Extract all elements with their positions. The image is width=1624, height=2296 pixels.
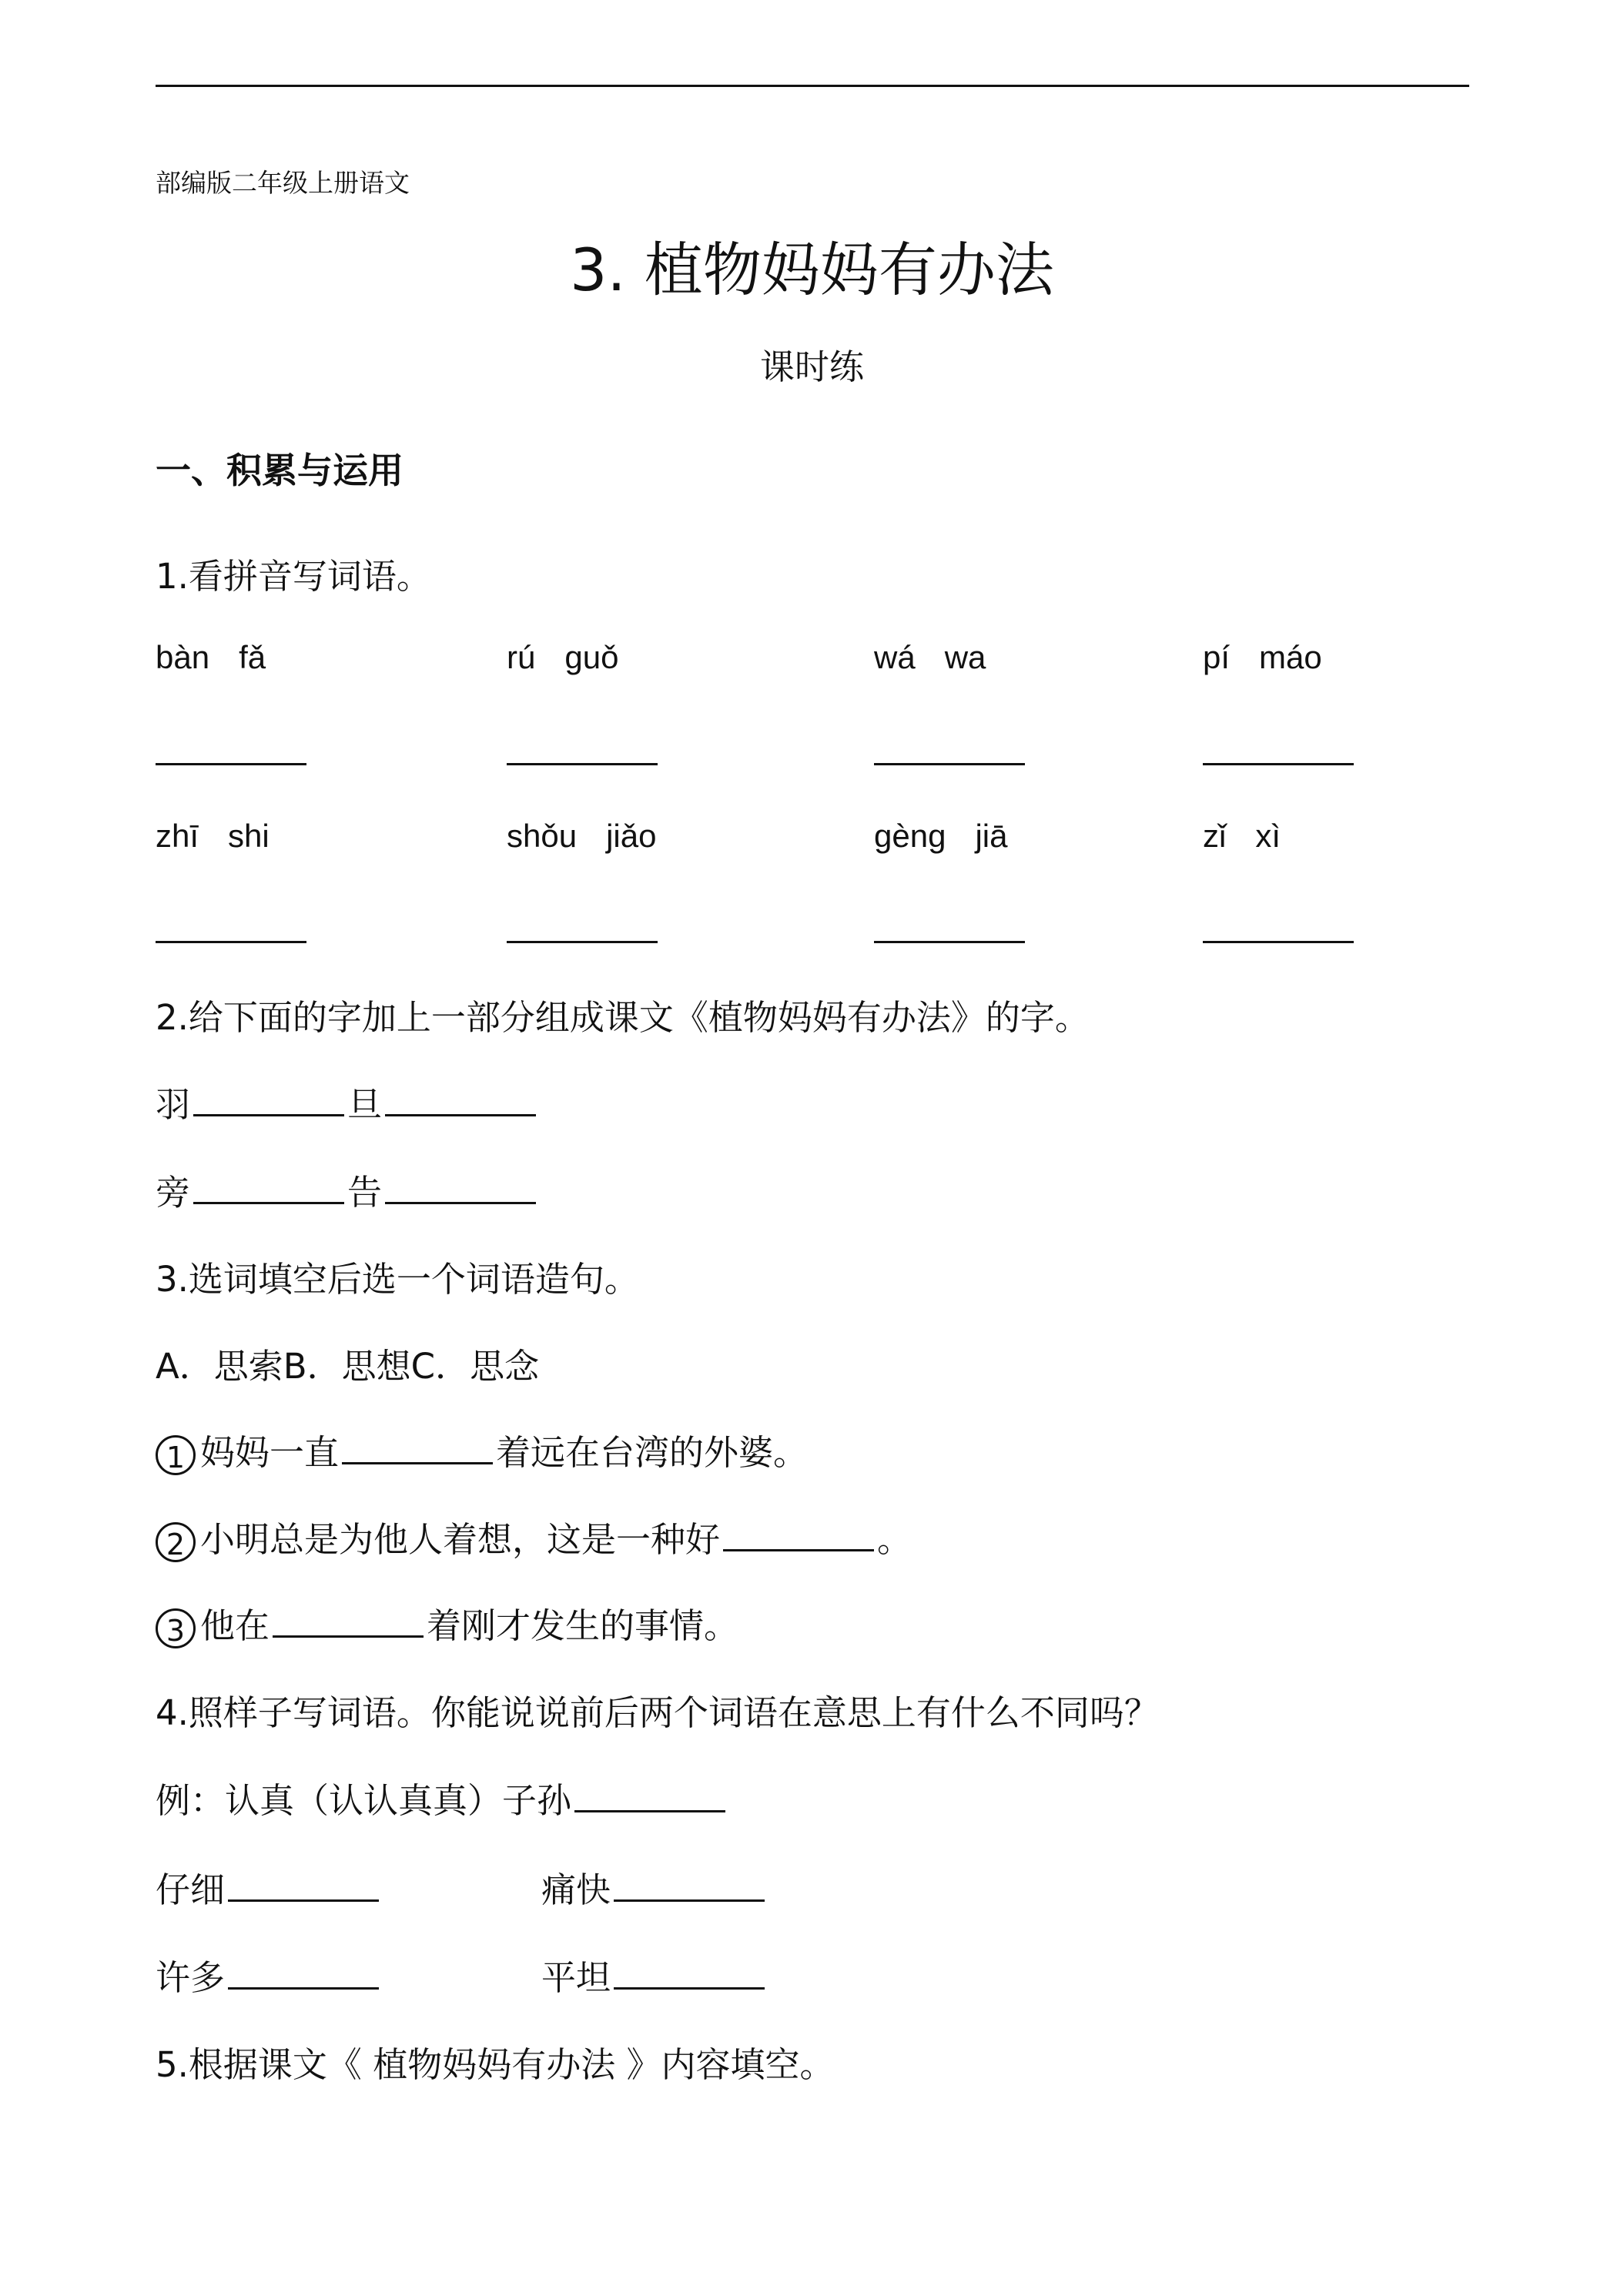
pinyin-syllable: gèng — [874, 818, 946, 854]
pinyin-syllable: rú — [507, 639, 536, 675]
q4-item — [156, 1862, 382, 1912]
pinyin-syllable: jiǎo — [606, 818, 657, 854]
q1-prompt: 1.看拼音写词语。 — [156, 556, 431, 597]
header-rule — [156, 85, 1469, 87]
pinyin-item — [507, 818, 656, 855]
q4-example — [156, 1772, 728, 1822]
page-subtitle: 课时练 — [759, 346, 864, 387]
answer-blank[interactable] — [874, 763, 1025, 765]
answer-blank[interactable] — [342, 1428, 493, 1464]
pinyin-syllable: shǒu — [507, 818, 578, 854]
answer-blank[interactable] — [156, 763, 306, 765]
section-heading: 一、积累与运用 — [156, 450, 403, 491]
answer-blank[interactable] — [156, 941, 306, 943]
pinyin-syllable: máo — [1259, 639, 1322, 675]
header-text: 部编版二年级上册语文 — [156, 168, 410, 198]
q2-row — [156, 1076, 539, 1126]
item-text-after: 着远在台湾的外婆。 — [496, 1432, 809, 1473]
word: 许多 — [156, 1957, 226, 1998]
q3-item — [156, 1511, 912, 1562]
answer-blank[interactable] — [874, 941, 1025, 943]
base-char: 告 — [347, 1172, 383, 1213]
answer-blank[interactable] — [273, 1602, 424, 1638]
item-text-after: 。 — [877, 1519, 912, 1560]
pinyin-item — [1203, 639, 1322, 676]
answer-blank[interactable] — [385, 1080, 536, 1116]
pinyin-item — [1203, 818, 1281, 855]
pinyin-syllable: shi — [228, 818, 270, 854]
q3-item — [156, 1598, 738, 1648]
q4-item — [156, 1950, 382, 2000]
answer-blank[interactable] — [1203, 941, 1354, 943]
pinyin-syllable: bàn — [156, 639, 210, 675]
page-title: 3. 植物妈妈有办法 — [570, 236, 1054, 304]
item-number: 2 — [156, 1522, 196, 1562]
word: 仔细 — [156, 1869, 226, 1910]
answer-blank[interactable] — [385, 1168, 536, 1204]
pinyin-item — [874, 639, 986, 676]
base-char: 旁 — [156, 1172, 191, 1213]
item-text-before: 妈妈一直 — [200, 1432, 340, 1473]
q3-item — [156, 1424, 808, 1475]
pinyin-syllable: guǒ — [564, 639, 619, 675]
item-number: 3 — [156, 1608, 196, 1648]
q2-row — [156, 1164, 539, 1214]
pinyin-syllable: pí — [1203, 639, 1231, 675]
item-text-after: 着刚才发生的事情。 — [427, 1605, 739, 1646]
answer-blank[interactable] — [614, 1953, 765, 1990]
q4-item — [541, 1862, 768, 1912]
pinyin-item — [156, 639, 266, 676]
answer-blank[interactable] — [193, 1168, 344, 1204]
pinyin-syllable: wá — [874, 639, 916, 675]
pinyin-item — [507, 639, 618, 676]
q5-prompt: 5.根据课文《 植物妈妈有办法 》内容填空。 — [156, 2044, 835, 2085]
item-text-before: 他在 — [200, 1605, 270, 1646]
q3-options: A．思索B．思想C．思念 — [156, 1346, 540, 1387]
pinyin-item — [874, 818, 1007, 855]
answer-blank[interactable] — [507, 763, 658, 765]
word: 痛快 — [541, 1869, 611, 1910]
item-text-before: 小明总是为他人着想，这是一种好 — [200, 1519, 721, 1560]
answer-blank[interactable] — [614, 1866, 765, 1902]
answer-blank[interactable] — [1203, 763, 1354, 765]
answer-blank[interactable] — [574, 1776, 725, 1812]
pinyin-item — [156, 818, 270, 855]
pinyin-syllable: xì — [1255, 818, 1281, 854]
q4-prompt: 4.照样子写词语。你能说说前后两个词语在意思上有什么不同吗？ — [156, 1692, 1159, 1733]
pinyin-syllable: fǎ — [239, 639, 266, 675]
answer-blank[interactable] — [228, 1953, 379, 1990]
example-text: 例：认真（认认真真）子孙 — [156, 1780, 572, 1821]
q4-item — [541, 1950, 768, 2000]
answer-blank[interactable] — [507, 941, 658, 943]
pinyin-syllable: jiā — [975, 818, 1008, 854]
pinyin-syllable: wa — [944, 639, 986, 675]
answer-blank[interactable] — [228, 1866, 379, 1902]
pinyin-syllable: zǐ — [1203, 818, 1227, 854]
answer-blank[interactable] — [723, 1515, 874, 1551]
base-char: 羽 — [156, 1084, 191, 1125]
q2-prompt: 2.给下面的字加上一部分组成课文《植物妈妈有办法》的字。 — [156, 997, 1090, 1038]
word: 平坦 — [541, 1957, 611, 1998]
q3-prompt: 3.选词填空后选一个词语造句。 — [156, 1259, 639, 1300]
base-char: 旦 — [347, 1084, 383, 1125]
pinyin-syllable: zhī — [156, 818, 199, 854]
item-number: 1 — [156, 1435, 196, 1475]
answer-blank[interactable] — [193, 1080, 344, 1116]
